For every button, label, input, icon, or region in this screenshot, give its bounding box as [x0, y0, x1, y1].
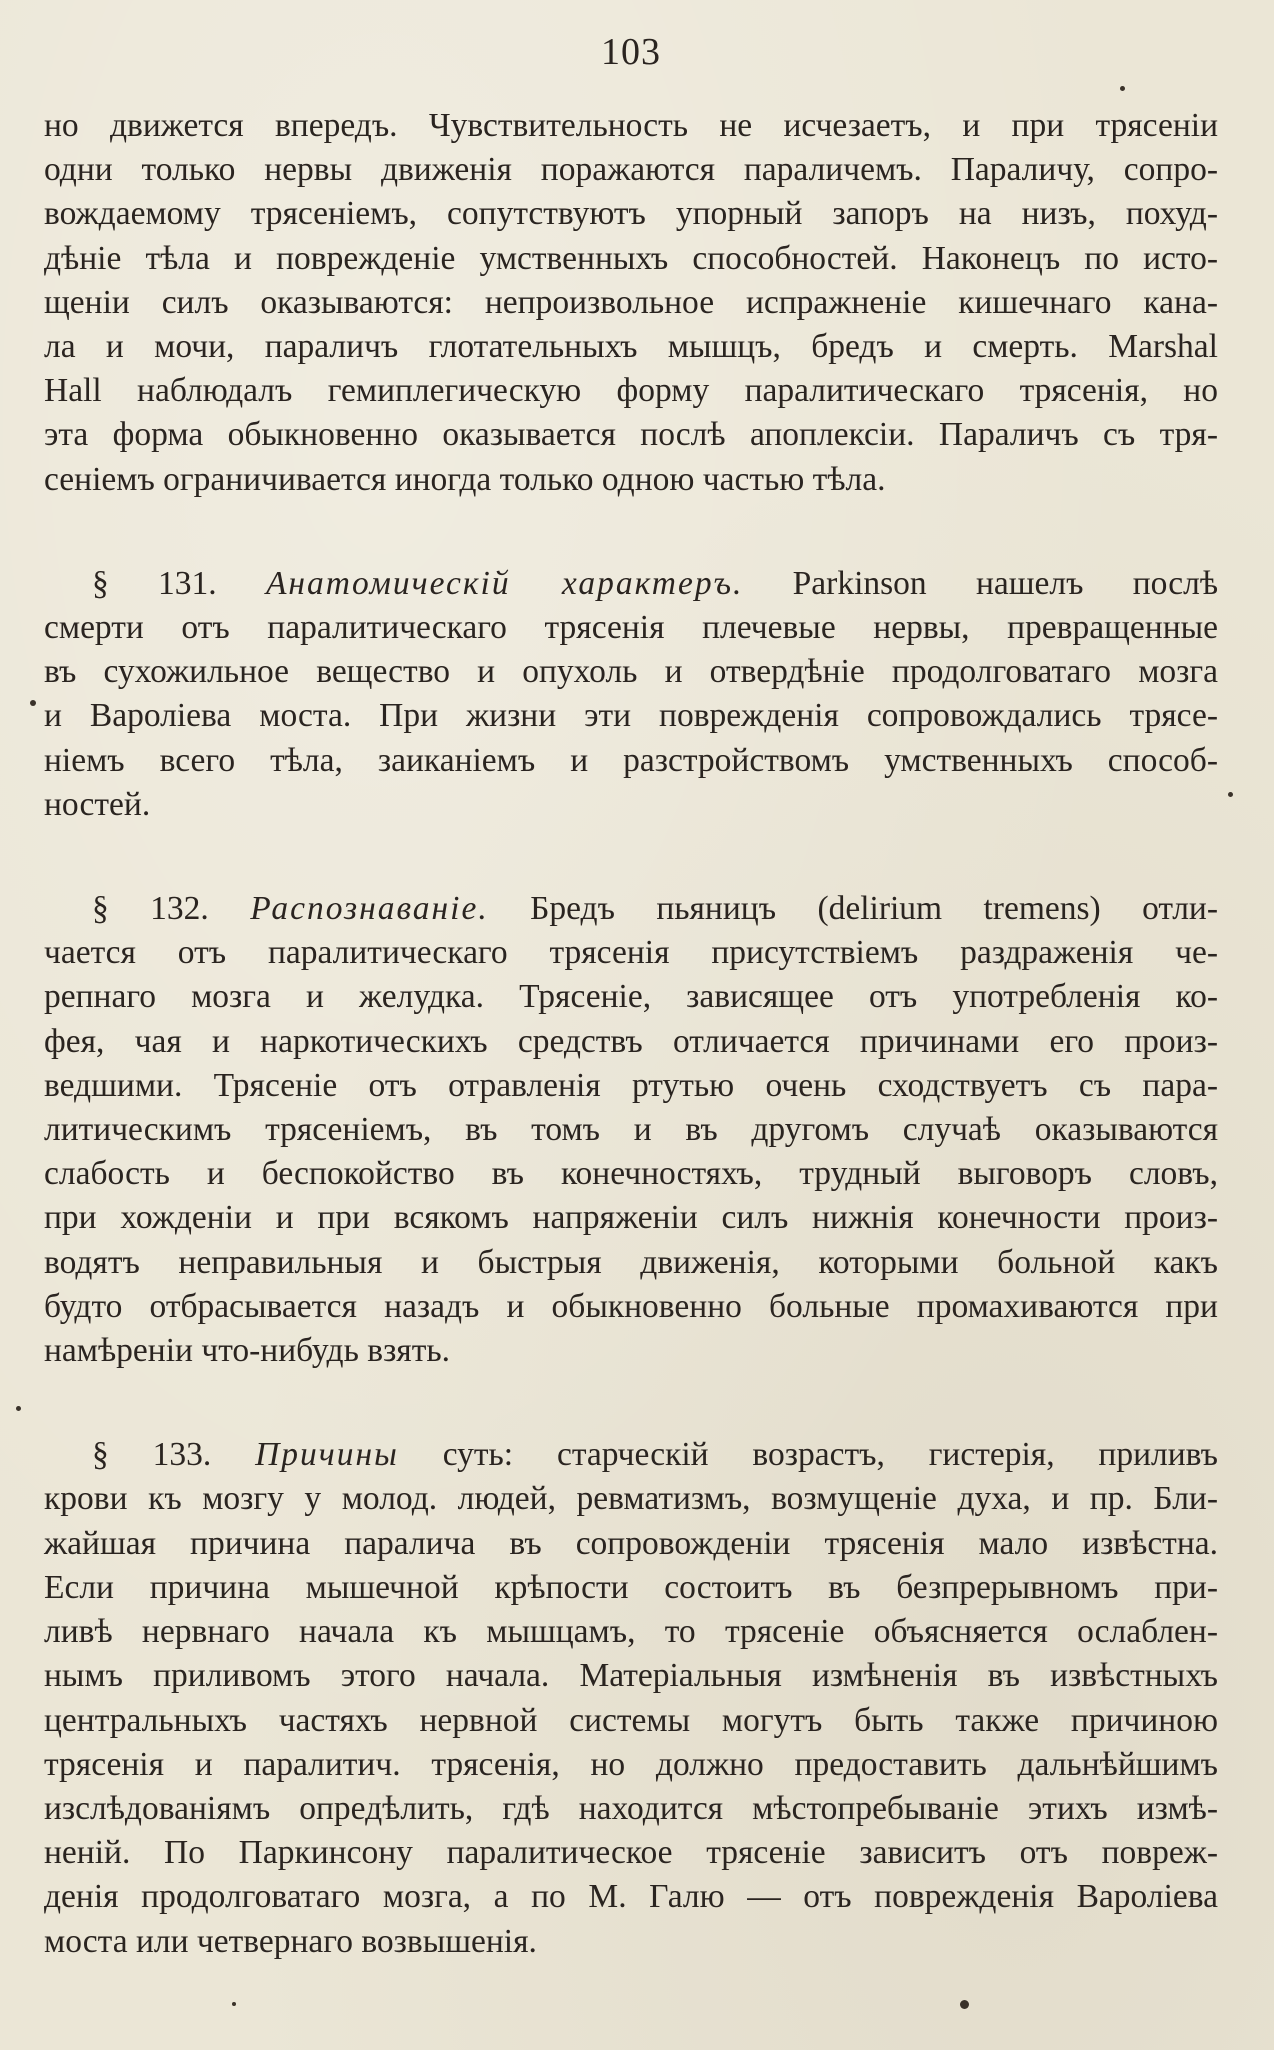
paper-speck [232, 2002, 236, 2006]
text-line: одни только нервы движенія поражаются параличемъ. Параличу, сопро- [44, 151, 1218, 189]
text-line: Hall наблюдалъ гемиплегическую форму паралитическаго трясенія, но [44, 372, 1218, 410]
text-line: слабость и беспокойство въ конечностяхъ, трудный выговоръ словъ, [44, 1155, 1218, 1193]
text-line: въ сухожильное вещество и опухоль и отвердѣніе продолговатаго мозга [44, 653, 1218, 691]
text-line: ностей. [44, 785, 151, 823]
text-line: водятъ неправильныя и быстрыя движенія, которыми больной какъ [44, 1243, 1218, 1281]
paragraph-continuation [44, 104, 1218, 502]
text-line: репнаго мозга и желудка. Трясеніе, зависящее отъ употребленія ко- [44, 978, 1218, 1016]
text-line: изслѣдованіямъ опредѣлить, гдѣ находится мѣстопребываніе этихъ измѣ- [44, 1789, 1218, 1827]
section-133 [44, 1433, 1218, 1963]
text-line: чается отъ паралитическаго трясенія присутствіемъ раздраженія че- [44, 934, 1218, 972]
section-number: § 131. [92, 564, 217, 602]
section-first-line [44, 562, 1218, 606]
text-line: трясенія и паралитич. трясенія, но должно предоставить дальнѣйшимъ [44, 1745, 1218, 1783]
text-line: моста или четвернаго возвышенія. [44, 1922, 537, 1960]
text-line: намѣреніи что-нибудь взять. [44, 1332, 451, 1370]
text-line: неній. По Паркинсону паралитическое трясеніе зависитъ отъ повреж- [44, 1834, 1218, 1872]
text-line: ведшими. Трясеніе отъ отравленія ртутью очень сходствуетъ съ пара- [44, 1066, 1218, 1104]
text-line: Если причина мышечной крѣпости состоитъ въ безпрерывномъ при- [44, 1568, 1218, 1606]
section-first-line [44, 887, 1218, 931]
text-line: нымъ приливомъ этого начала. Матеріальныя измѣненія въ извѣстныхъ [44, 1657, 1218, 1695]
section-number: § 133. [92, 1436, 212, 1474]
text-line: смерти отъ паралитическаго трясенія плечевые нервы, превращенные [44, 609, 1218, 647]
section-132 [44, 887, 1218, 1373]
page-number: 103 [601, 31, 661, 73]
text-line: и Вароліева моста. При жизни эти поврежденія сопровождались трясе- [44, 697, 1218, 735]
text-line: но движется впередъ. Чувствительность не исчезаетъ, и при трясеніи [44, 107, 1218, 144]
section-first-text: суть: старческій возрастъ, гистерія, приливъ [442, 1436, 1218, 1474]
text-line: жайшая причина паралича въ сопровожденіи трясенія мало извѣстна. [44, 1524, 1218, 1562]
section-first-line [44, 1433, 1218, 1477]
text-line: ла и мочи, параличъ глотательныхъ мышцъ, бредъ и смерть. Marshal [44, 328, 1218, 366]
paper-speck [1228, 792, 1233, 797]
section-number: § 132. [92, 890, 209, 928]
text-line: дѣніе тѣла и поврежденіе умственныхъ способностей. Наконецъ по исто- [44, 239, 1218, 277]
section-heading: Причины [255, 1436, 399, 1474]
section-131 [44, 562, 1218, 827]
section-heading: Анатомическій характеръ. [265, 564, 744, 602]
text-line: щеніи силъ оказываются: непроизвольное испражненіе кишечнаго кана- [44, 283, 1218, 321]
text-line: вождаемому трясеніемъ, сопутствуютъ упорный запоръ на низъ, похуд- [44, 195, 1218, 233]
paper-speck [960, 2000, 969, 2009]
section-first-text: Бредъ пьяницъ (delirium tremens) отли- [530, 890, 1219, 928]
text-line: будто отбрасывается назадъ и обыкновенно больные промахиваются при [44, 1287, 1218, 1325]
section-first-text: Parkinson нашелъ послѣ [792, 564, 1219, 602]
text-line: центральныхъ частяхъ нервной системы могутъ быть также причиною [44, 1701, 1218, 1739]
text-line: ніемъ всего тѣла, заиканіемъ и разстройствомъ умственныхъ способ- [44, 741, 1218, 779]
text-line: сеніемъ ограничивается иногда только одною частью тѣла. [44, 460, 886, 498]
paper-speck [1120, 86, 1125, 91]
text-line: фея, чая и наркотическихъ средствъ отличается причинами его произ- [44, 1022, 1218, 1060]
paper-speck [30, 700, 36, 706]
text-line: литическимъ трясеніемъ, въ томъ и въ другомъ случаѣ оказываются [44, 1111, 1218, 1149]
section-heading: Распознаваніе. [250, 890, 489, 928]
text-line: ливѣ нервнаго начала къ мышцамъ, то трясеніе объясняется ослаблен- [44, 1613, 1218, 1651]
text-line: денія продолговатаго мозга, а по М. Галю — отъ поврежденія Вароліева [44, 1878, 1218, 1916]
text-line: крови къ мозгу у молод. людей, ревматизмъ, возмущеніе духа, и пр. Бли- [44, 1480, 1218, 1518]
text-line: эта форма обыкновенно оказывается послѣ апоплексіи. Параличъ съ тря- [44, 416, 1218, 454]
text-line: при хожденіи и при всякомъ напряженіи силъ нижнія конечности произ- [44, 1199, 1218, 1237]
paper-speck [16, 1406, 21, 1411]
